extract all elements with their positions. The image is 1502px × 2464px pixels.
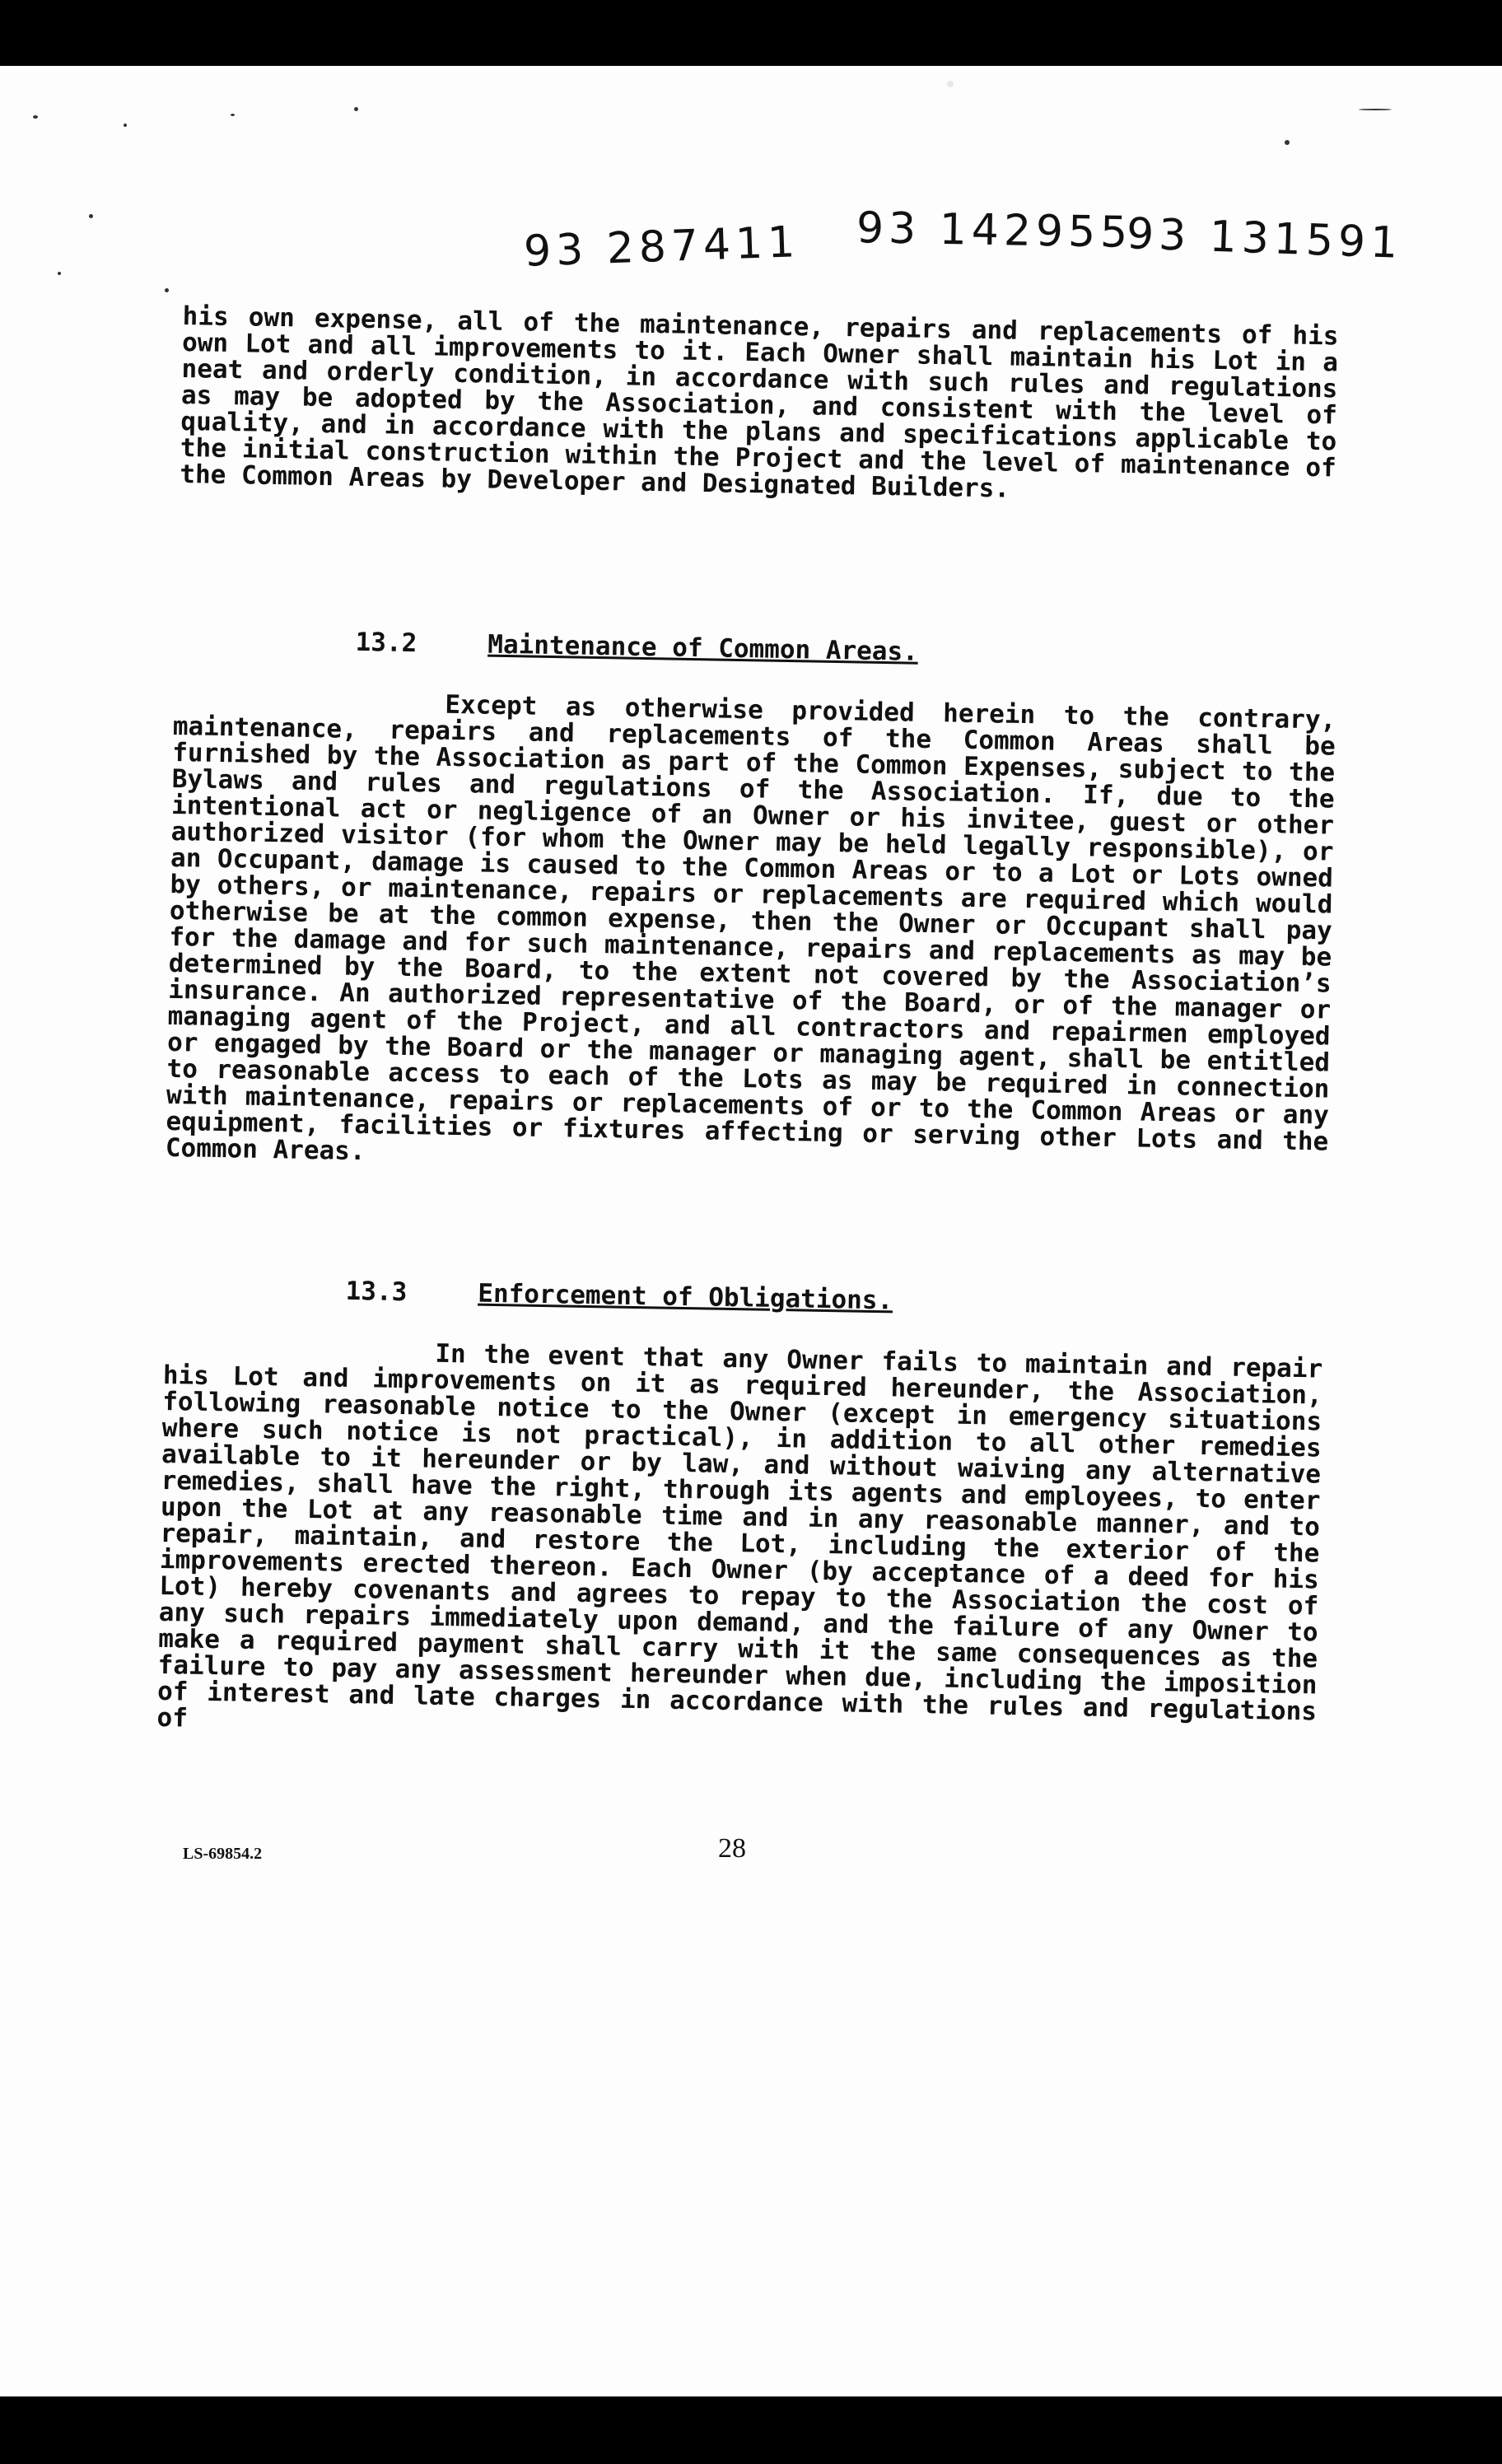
opening-paragraph: his own expense, all of the maintenance, repairs and replacements of his own Lot and all improvements to it. Each Owner shall maintain his Lot in a neat and orderly condition, in accordance with such rules and regulations as may be adopted by the Association, and consistent with the level of quality, and in accordance with the plans and specifications applicable to the initial construction within the Project and the level of maintenance of the Common Areas by Developer and Designated Builders. xyxy=(180,301,1339,504)
section-number: 13.2 xyxy=(355,627,417,659)
scan-speck xyxy=(1359,109,1392,110)
scan-speck xyxy=(354,107,358,111)
section-title: Enforcement of Obligations. xyxy=(478,1278,893,1316)
section-13-3 xyxy=(156,1275,1323,1751)
section-body: In the event that any Owner fails to maintain and repair his Lot and improvements on it as required hereunder, the Association, following reasonable notice to the Owner (except in emergency situations where such notice is not practical), in addition to all other remedies available to it hereunder or by law, and without waiving any alternative remedies, shall have the right, through its agents and employees, to enter upon the Lot at any reasonable time and in any reasonable manner, and to repair, maintain, and restore the Lot, including the exterior of the improvements erected thereon. Each Owner (by acceptance of a deed for his Lot) hereby covenants and agrees to repay to the Association the cost of any such repairs immediately upon demand, and the failure of any Owner to make a required payment shall carry with it the same consequences as the failure to pay any assessment hereunder when due, including the imposition of interest and late charges in accordance with the rules and regulations of xyxy=(156,1338,1323,1734)
scan-speck xyxy=(58,272,61,275)
scan-speck xyxy=(33,115,38,119)
section-title: Maintenance of Common Areas. xyxy=(487,629,919,667)
section-13-2 xyxy=(166,626,1337,1182)
recording-number-right: 93 131591 xyxy=(1126,209,1404,268)
scan-speck xyxy=(89,214,93,218)
section-heading xyxy=(174,626,1336,673)
scan-speck xyxy=(165,288,169,292)
document-page xyxy=(0,66,1502,2396)
section-number: 13.3 xyxy=(345,1276,408,1308)
page-number: 28 xyxy=(718,1833,746,1864)
section-heading xyxy=(164,1275,1323,1322)
recording-number-left: 93 287411 xyxy=(523,217,801,277)
document-code: LS-69854.2 xyxy=(183,1845,263,1863)
scan-border-bottom xyxy=(0,2396,1502,2464)
scan-speck xyxy=(231,114,235,116)
section-body: Except as otherwise provided herein to the contrary, maintenance, repairs and replacements of the Common Areas shall be furnished by the Association as part of the Common Expenses, subject to the Bylaws and rules and regulations of the Association. If, due to the intentional act or negligence of an Owner or his invitee, guest or other authorized visitor (for whom the Owner may be held legally responsible), or an Occupant, damage is caused to the Common Areas or to a Lot or Lots owned by others, or maintenance, repairs or replacements are required which would otherwise be at the common expense, then the Owner or Occupant shall pay for the damage and for such maintenance, repairs and replacements as may be determined by the Board, to the extent not covered by the Association’s insurance. An authorized representative of the Board, or of the manager or managing agent of the Project, and all contractors and repairmen employed or engaged by the Board or the manager or managing agent, shall be entitled to reasonable access to each of the Lots as may be required in connection with maintenance, repairs or replacements of or to the Common Areas or any equipment, facilities or fixtures affecting or serving other Lots and the Common Areas. xyxy=(165,689,1336,1167)
scan-speck xyxy=(1285,140,1290,145)
scan-mark xyxy=(947,81,954,87)
recording-number-middle: 93 142955 xyxy=(856,203,1133,258)
scan-speck xyxy=(124,124,127,127)
